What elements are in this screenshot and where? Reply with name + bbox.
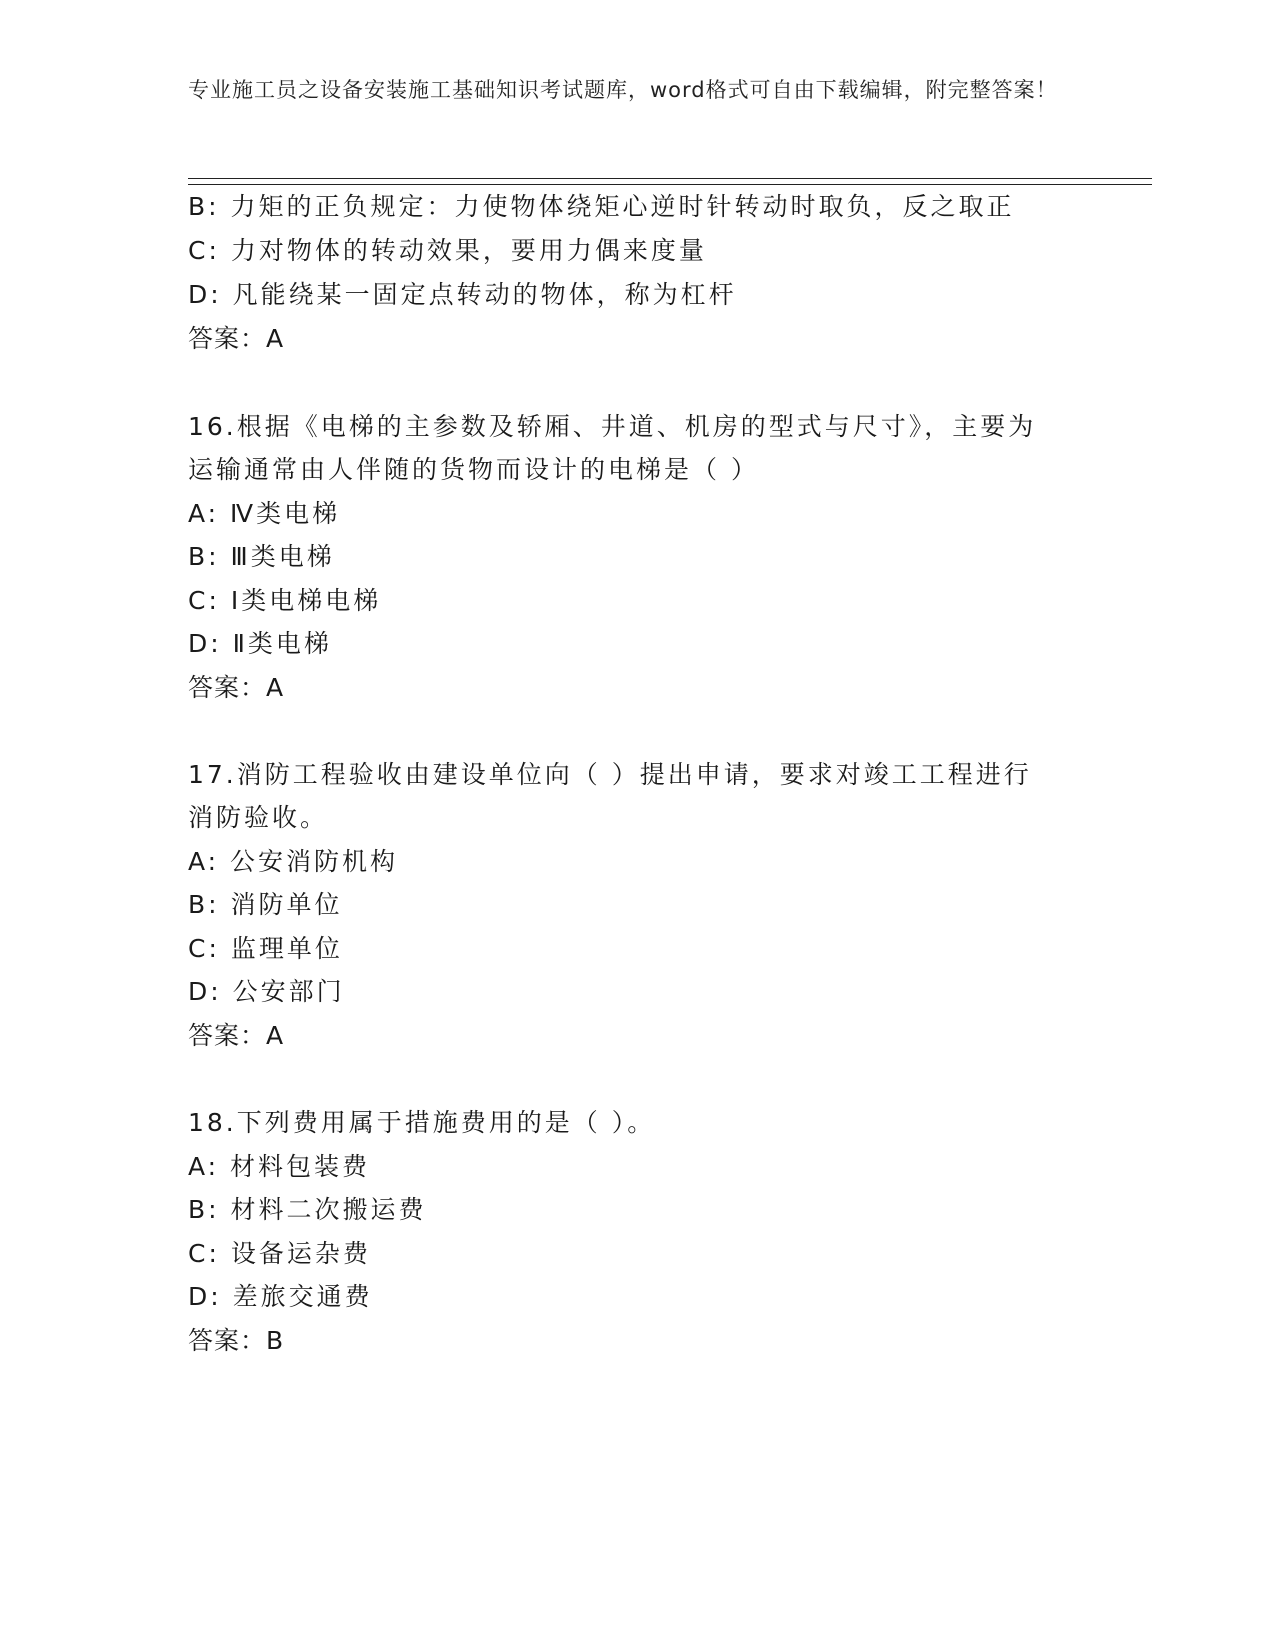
q15-option-d: D: 凡能绕某一固定点转动的物体，称为杠杆 xyxy=(188,280,737,309)
q18-option-b: B: 材料二次搬运费 xyxy=(188,1195,427,1224)
header-rule-bottom xyxy=(188,184,1152,185)
q18-answer: 答案：B xyxy=(188,1326,285,1355)
q18-option-d: D: 差旅交通费 xyxy=(188,1282,373,1311)
q15-option-b: B: 力矩的正负规定：力使物体绕矩心逆时针转动时取负，反之取正 xyxy=(188,192,1015,221)
q16-answer: 答案：A xyxy=(188,673,285,702)
q15-option-c: C: 力对物体的转动效果，要用力偶来度量 xyxy=(188,236,707,265)
q18-option-c: C: 设备运杂费 xyxy=(188,1239,371,1268)
q17-answer: 答案：A xyxy=(188,1021,285,1050)
q17-stem-line1: 17.消防工程验收由建设单位向（ ）提出申请，要求对竣工工程进行 xyxy=(188,760,1032,789)
q16-option-b: B: Ⅲ类电梯 xyxy=(188,542,335,571)
q17-stem-line2: 消防验收。 xyxy=(188,803,329,832)
q16-option-c: C: Ⅰ类电梯电梯 xyxy=(188,586,382,615)
q17-option-d: D: 公安部门 xyxy=(188,977,345,1006)
page-header: 专业施工员之设备安装施工基础知识考试题库，word格式可自由下载编辑，附完整答案！ xyxy=(188,78,1058,102)
q16-stem-line1: 16.根据《电梯的主参数及轿厢、井道、机房的型式与尺寸》，主要为 xyxy=(188,412,1037,441)
q17-option-a: A: 公安消防机构 xyxy=(188,847,399,876)
q16-option-d: D: Ⅱ类电梯 xyxy=(188,629,332,658)
header-rule-top xyxy=(188,178,1152,179)
q16-option-a: A: Ⅳ类电梯 xyxy=(188,499,341,528)
q17-option-c: C: 监理单位 xyxy=(188,934,343,963)
q18-stem-line1: 18.下列费用属于措施费用的是（ ）。 xyxy=(188,1108,656,1137)
q18-option-a: A: 材料包装费 xyxy=(188,1152,371,1181)
q15-answer: 答案：A xyxy=(188,324,285,353)
q17-option-b: B: 消防单位 xyxy=(188,890,343,919)
q16-stem-line2: 运输通常由人伴随的货物而设计的电梯是（ ） xyxy=(188,455,759,484)
